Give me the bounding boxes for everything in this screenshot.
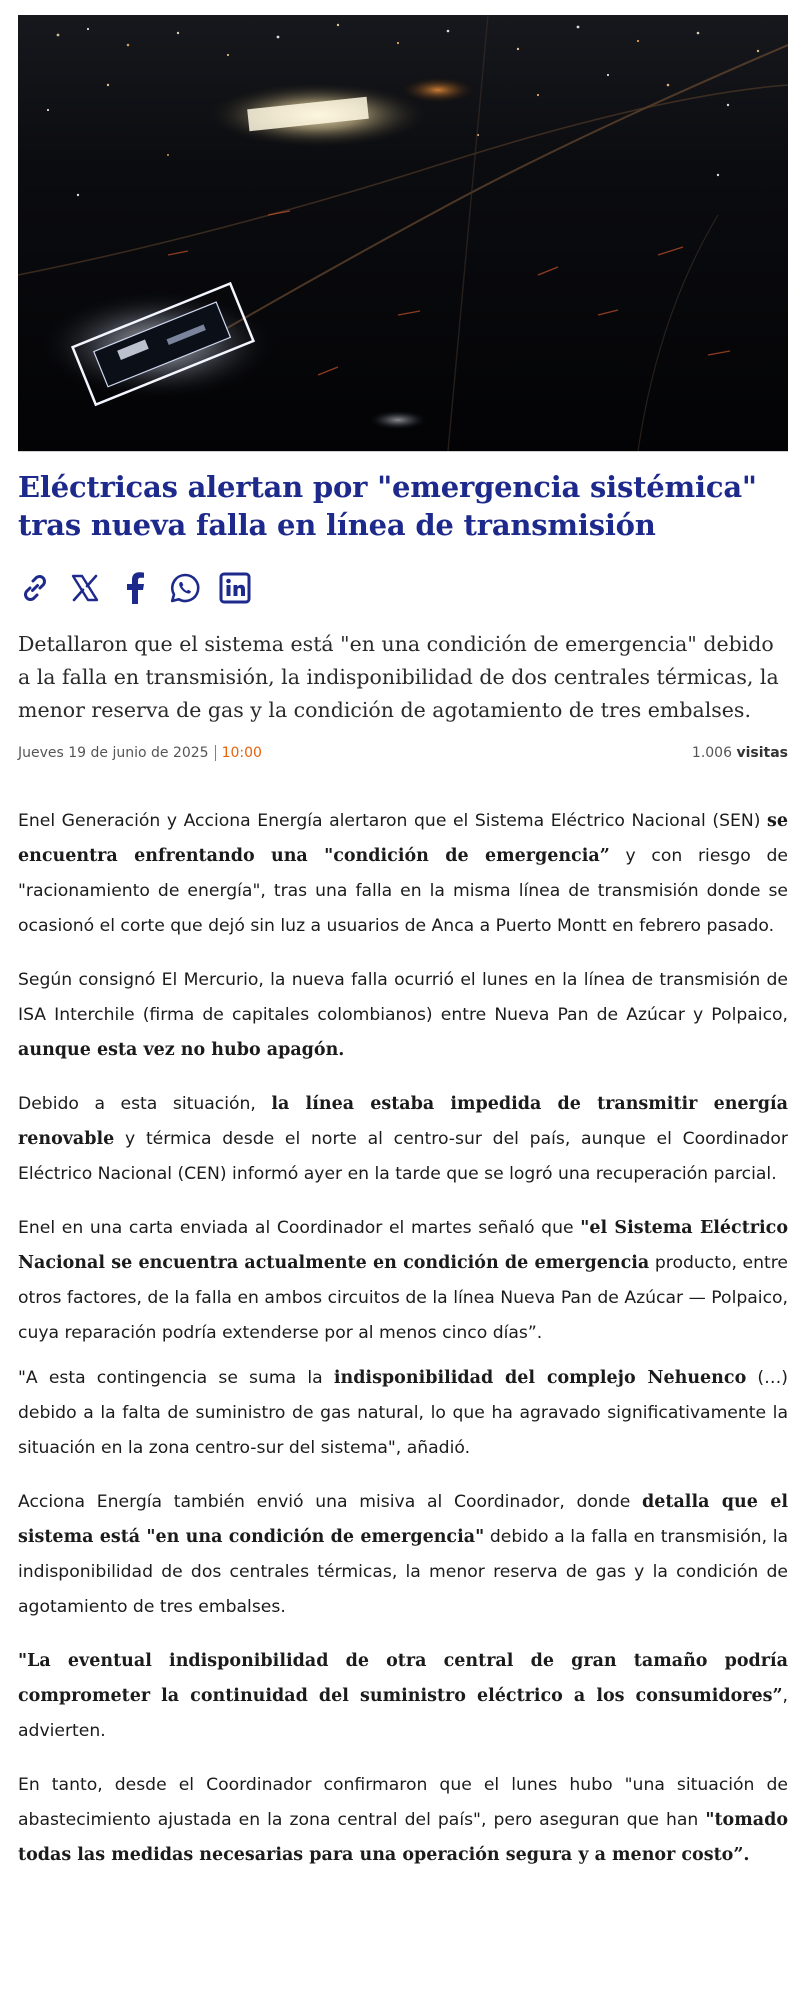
text: y con riesgo de "racionamiento de energía", tras una falla en la misma línea de transmisión donde se ocasionó el corte que dejó sin luz a usuarios de Anca a Puerto Montt en febrero pasado. [18, 846, 788, 936]
paragraph-2 [18, 963, 788, 1068]
bold-text: detalla que el sistema está "en una condición de emergencia" [18, 1492, 788, 1547]
paragraph-4 [18, 1211, 788, 1351]
publish-date: Jueves 19 de junio de 2025 [18, 745, 209, 761]
text: Debido a esta situación, [18, 1094, 272, 1114]
publish-time: 10:00 [215, 745, 262, 761]
visits-count: 1.006 [691, 745, 733, 761]
link-icon [19, 572, 51, 604]
bold-text: indisponibilidad del complejo Nehuenco [333, 1368, 747, 1388]
bold-text: "La eventual indisponibilidad de otra central de gran tamaño podría comprometer la continuidad del suministro eléctrico a los consumidores” [18, 1651, 788, 1706]
share-x-button[interactable] [68, 571, 102, 605]
visits-label: visitas [736, 745, 788, 761]
share-linkedin-button[interactable] [218, 571, 252, 605]
share-bar [18, 570, 788, 606]
copy-link-button[interactable] [18, 571, 52, 605]
bold-text: "el Sistema Eléctrico Nacional se encuentra actualmente en condición de emergencia [18, 1218, 788, 1273]
bold-text: se encuentra enfrentando una "condición de emergencia” [18, 811, 788, 866]
paragraph-3 [18, 1087, 788, 1192]
share-whatsapp-button[interactable] [168, 571, 202, 605]
paragraph-7 [18, 1644, 788, 1749]
paragraph-5 [18, 1361, 788, 1466]
share-facebook-button[interactable] [118, 571, 152, 605]
text: y térmica desde el norte al centro-sur del país, aunque el Coordinador Eléctrico Nacional (CEN) informó ayer en la tarde que se logró una recuperación parcial. [18, 1129, 788, 1184]
text: , advierten. [18, 1686, 788, 1741]
article-meta [18, 745, 788, 761]
text: (…) debido a la falta de suministro de gas natural, lo que ha agravado significativamente la situación en la zona centro-sur del sistema", añadió. [18, 1368, 789, 1458]
x-icon [70, 573, 100, 603]
article-title: Eléctricas alertan por "emergencia sistémica" tras nueva falla en línea de transmisión [18, 470, 757, 542]
article [18, 15, 788, 1873]
text: En tanto, desde el Coordinador confirmaron que el lunes hubo "una situación de abastecimiento ajustada en la zona central del país", pero aseguran que han [18, 1775, 788, 1830]
bold-text: "tomado todas las medidas necesarias para una operación segura y a menor costo”. [18, 1810, 788, 1865]
linkedin-icon [219, 572, 251, 604]
article-body [18, 804, 788, 1873]
bold-text: aunque esta vez no hubo apagón. [18, 1040, 345, 1060]
facebook-icon [124, 572, 146, 604]
paragraph-8 [18, 1768, 788, 1873]
paragraph-1 [18, 804, 788, 944]
whatsapp-icon [169, 572, 201, 604]
night-aerial-city-photo [18, 15, 788, 451]
visit-counter [692, 745, 788, 761]
article-lead: Detallaron que el sistema está "en una condición de emergencia" debido a la falla en transmisión, la indisponibilidad de dos centrales térmicas, la menor reserva de gas y la condición de agotamiento de tres embalses. [18, 632, 779, 722]
text: Enel Generación y Acciona Energía alertaron que el Sistema Eléctrico Nacional (SEN) [18, 811, 767, 831]
hero-image [18, 15, 788, 452]
text: debido a la falla en transmisión, la indisponibilidad de dos centrales térmicas, la menor reserva de gas y la condición de agotamiento de tres embalses. [18, 1527, 789, 1617]
paragraph-6 [18, 1485, 788, 1625]
text: Enel en una carta enviada al Coordinador el martes señaló que [18, 1218, 581, 1238]
text: Según consignó El Mercurio, la nueva falla ocurrió el lunes en la línea de transmisión de ISA Interchile (firma de capitales colombianos) entre Nueva Pan de Azúcar y Polpaico, [18, 970, 788, 1025]
text: "A esta contingencia se suma la [18, 1368, 334, 1388]
text: Acciona Energía también envió una misiva al Coordinador, donde [18, 1492, 643, 1512]
text: producto, entre otros factores, de la falla en ambos circuitos de la línea Nueva Pan de Azúcar — Polpaico, cuya reparación podría extenderse por al menos cinco días”. [18, 1253, 788, 1343]
bold-text: la línea estaba impedida de transmitir energía renovable [18, 1094, 789, 1149]
